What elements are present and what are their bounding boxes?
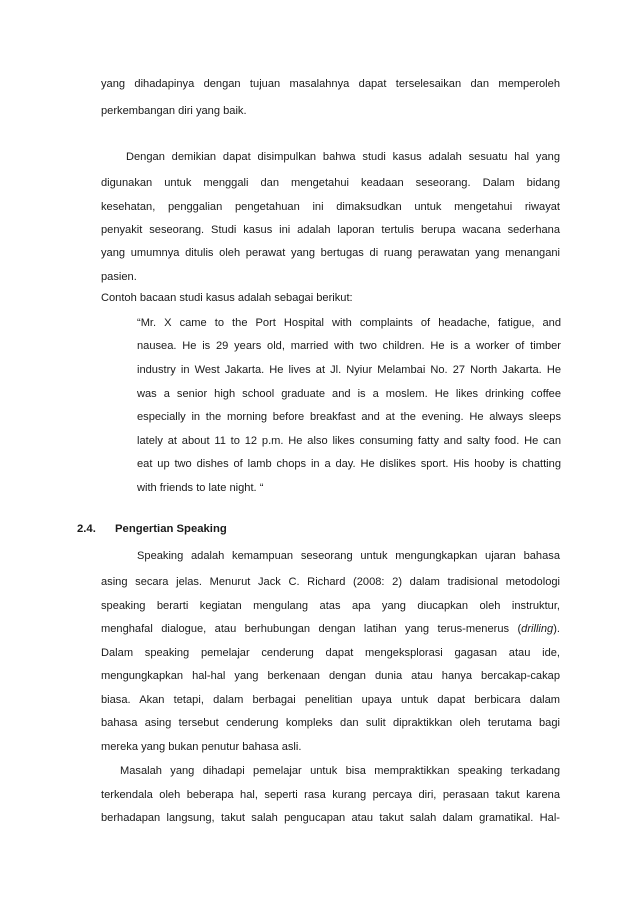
paragraph-3-line-4-text: menghafal dialogue, atau berhubungan dengan latihan yang terus-menerus (: [101, 623, 522, 635]
paragraph-3-line-3: speaking berarti kegiatan mengulang atas apa yang diucapkan oleh instruktur,: [101, 600, 560, 612]
quote-line-8: with friends to late night. “: [137, 482, 264, 494]
paragraph-1-line-1: yang dihadapinya dengan tujuan masalahnya dapat terselesaikan dan memperoleh: [101, 78, 560, 90]
paragraph-3-line-4-end: ).: [553, 623, 560, 635]
quote-line-2: nausea. He is 29 years old, married with two children. He is a worker of timber: [137, 340, 561, 352]
paragraph-2-line-5: yang umumnya ditulis oleh perawat yang bertugas di ruang perawatan yang menangani: [101, 247, 560, 259]
paragraph-4-line-1: Masalah yang dihadapi pemelajar untuk bisa mempraktikkan speaking terkadang: [120, 765, 560, 777]
paragraph-3-line-6: mengungkapkan hal-hal yang berkenaan dengan dunia atau hanya bercakap-cakap: [101, 670, 560, 682]
section-number: 2.4.: [77, 523, 96, 535]
paragraph-3-line-2: asing secara jelas. Menurut Jack C. Richard (2008: 2) dalam tradisional metodologi: [101, 576, 560, 588]
paragraph-3-line-1: Speaking adalah kemampuan seseorang untuk mengungkapkan ujaran bahasa: [137, 550, 560, 562]
quote-line-6: lately at about 11 to 12 p.m. He also likes consuming fatty and salty food. He can: [137, 435, 561, 447]
quote-line-7: eat up two dishes of lamb chops in a day. He dislikes sport. His hooby is chatting: [137, 458, 561, 470]
paragraph-3-line-5: Dalam speaking pemelajar cenderung dapat mengeksplorasi gagasan atau ide,: [101, 647, 560, 659]
paragraph-3-line-7: biasa. Akan tetapi, dalam berbagai penelitian upaya untuk dapat berbicara dalam: [101, 694, 560, 706]
paragraph-3-line-9: mereka yang bukan penutur bahasa asli.: [101, 741, 302, 753]
quote-line-5: especially in the morning before breakfast and at the evening. He always sleeps: [137, 411, 561, 423]
paragraph-2-line-1: Dengan demikian dapat disimpulkan bahwa studi kasus adalah sesuatu hal yang: [126, 151, 560, 163]
paragraph-3-italic-term: drilling: [521, 623, 554, 635]
paragraph-2-line-3: kesehatan, penggalian pengetahuan ini dimaksudkan untuk mengetahui riwayat: [101, 201, 560, 213]
quote-line-3: industry in West Jakarta. He lives at Jl. Nyiur Melambai No. 27 North Jakarta. He: [137, 364, 561, 376]
paragraph-1-line-2: perkembangan diri yang baik.: [101, 105, 247, 117]
section-heading: [77, 522, 227, 536]
paragraph-3-line-4: [101, 622, 560, 636]
paragraph-4-line-2: terkendala oleh beberapa hal, seperti rasa kurang percaya diri, perasaan takut karena: [101, 789, 560, 801]
quote-line-1: “Mr. X came to the Port Hospital with complaints of headache, fatigue, and: [137, 317, 561, 329]
quote-line-4: was a senior high school graduate and is a moslem. He likes drinking coffee: [137, 388, 561, 400]
paragraph-2-line-7: Contoh bacaan studi kasus adalah sebagai berikut:: [101, 292, 353, 304]
paragraph-2-line-6: pasien.: [101, 271, 137, 283]
paragraph-2-line-4: penyakit seseorang. Studi kasus ini adalah laporan tertulis berupa wacana sederhana: [101, 224, 560, 236]
paragraph-2-line-2: digunakan untuk menggali dan mengetahui keadaan seseorang. Dalam bidang: [101, 177, 560, 189]
paragraph-4-line-3: berhadapan langsung, takut salah pengucapan atau takut salah dalam gramatikal. Hal-: [101, 812, 560, 824]
paragraph-3-line-8: bahasa asing tersebut cenderung kompleks dan sulit dipraktikkan oleh terutama bagi: [101, 717, 560, 729]
section-title: Pengertian Speaking: [115, 523, 227, 535]
